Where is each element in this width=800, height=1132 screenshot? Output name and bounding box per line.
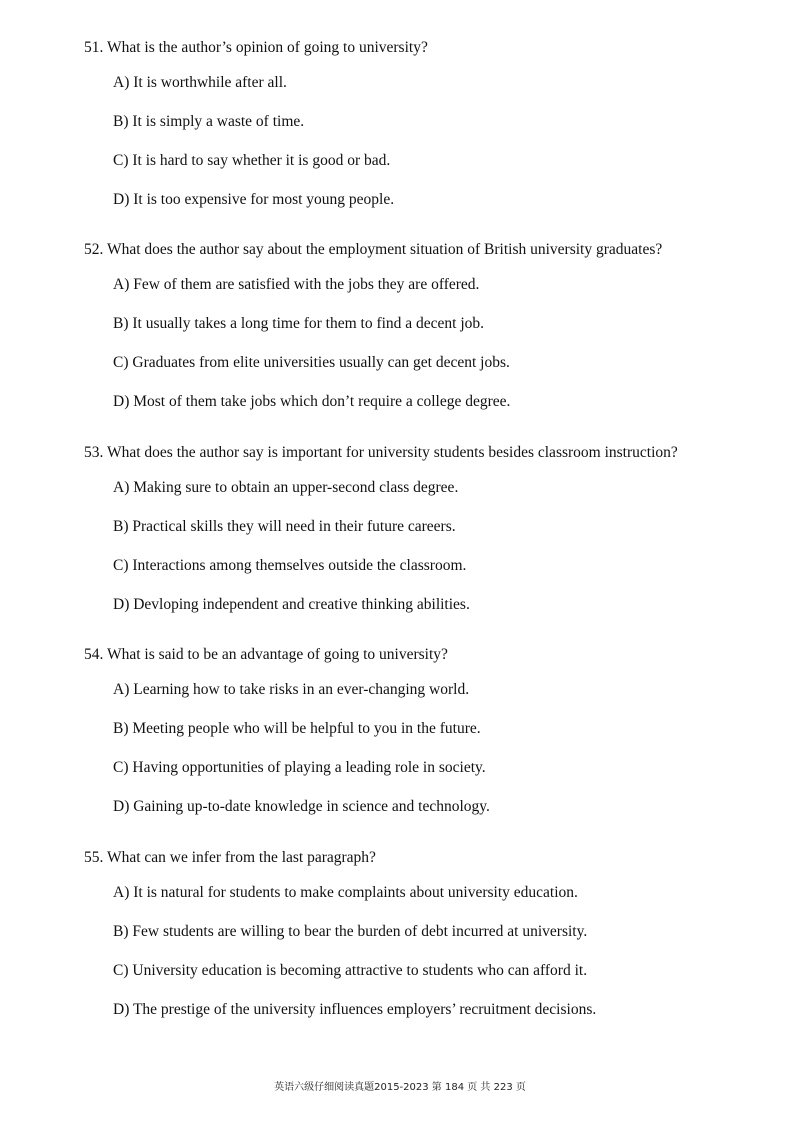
question-stem: 52. What does the author say about the employment situation of British university graduates? xyxy=(84,241,663,258)
question-stem: 51. What is the author’s opinion of going to university? xyxy=(84,39,428,56)
option-a: A) Few of them are satisfied with the jobs they are offered. xyxy=(113,276,480,293)
option-a: A) It is worthwhile after all. xyxy=(113,74,287,91)
option-a: A) Learning how to take risks in an ever-changing world. xyxy=(113,681,470,698)
question-stem: 54. What is said to be an advantage of going to university? xyxy=(84,646,448,663)
option-d: D) Most of them take jobs which don’t require a college degree. xyxy=(113,393,511,410)
page-footer: 英语六级仔细阅读真题2015-2023 第 184 页 共 223 页 xyxy=(274,1082,526,1093)
question-54 xyxy=(84,644,740,818)
option-b: B) Few students are willing to bear the burden of debt incurred at university. xyxy=(113,923,588,940)
option-a: A) It is natural for students to make complaints about university education. xyxy=(113,884,578,901)
option-b: B) It usually takes a long time for them to find a decent job. xyxy=(113,315,485,332)
option-d: D) It is too expensive for most young people. xyxy=(113,191,395,208)
question-stem: 55. What can we infer from the last paragraph? xyxy=(84,849,376,866)
option-c: C) It is hard to say whether it is good or bad. xyxy=(113,152,391,169)
option-d: D) The prestige of the university influences employers’ recruitment decisions. xyxy=(113,1001,597,1018)
question-51 xyxy=(84,37,740,211)
option-c: C) Having opportunities of playing a leading role in society. xyxy=(113,759,486,776)
question-stem: 53. What does the author say is important for university students besides classroom instruction? xyxy=(84,444,678,461)
question-55 xyxy=(84,847,740,1021)
question-52 xyxy=(84,239,740,413)
option-d: D) Devloping independent and creative thinking abilities. xyxy=(113,596,470,613)
option-c: C) Interactions among themselves outside the classroom. xyxy=(113,557,467,574)
question-53 xyxy=(84,442,740,616)
option-b: B) Practical skills they will need in their future careers. xyxy=(113,518,456,535)
option-b: B) Meeting people who will be helpful to you in the future. xyxy=(113,720,481,737)
option-a: A) Making sure to obtain an upper-second class degree. xyxy=(113,479,459,496)
option-c: C) Graduates from elite universities usually can get decent jobs. xyxy=(113,354,510,371)
option-d: D) Gaining up-to-date knowledge in science and technology. xyxy=(113,798,490,815)
option-b: B) It is simply a waste of time. xyxy=(113,113,305,130)
option-c: C) University education is becoming attractive to students who can afford it. xyxy=(113,962,588,979)
